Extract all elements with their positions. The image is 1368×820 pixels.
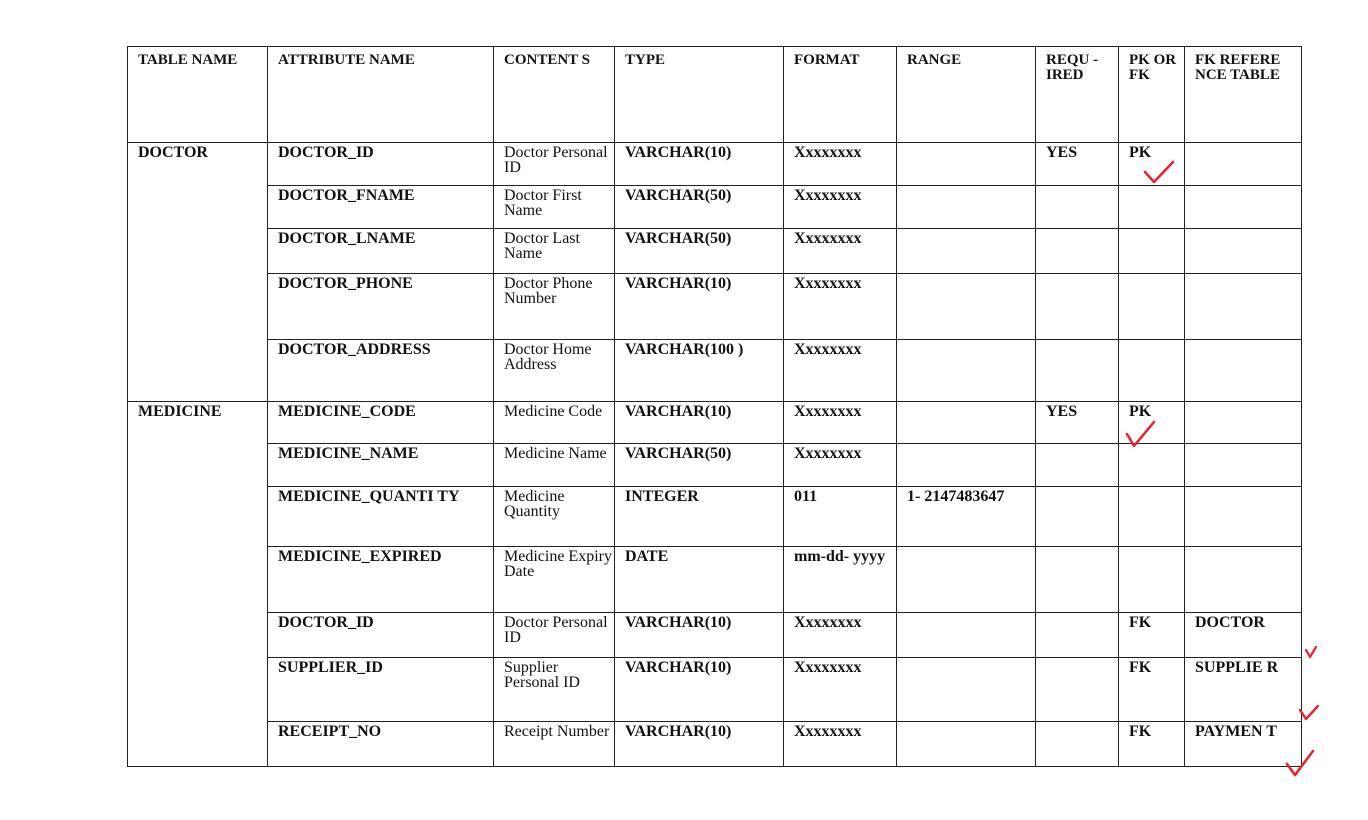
range-cell xyxy=(897,229,1036,274)
range-cell xyxy=(897,186,1036,229)
type-cell: VARCHAR(10) xyxy=(615,613,784,658)
key-cell: FK xyxy=(1119,613,1185,658)
key-cell: PK xyxy=(1119,402,1185,444)
key-cell xyxy=(1119,229,1185,274)
ref-cell xyxy=(1185,340,1302,402)
format-cell: Xxxxxxxx xyxy=(784,658,897,722)
key-cell xyxy=(1119,444,1185,487)
type-cell: VARCHAR(10) xyxy=(615,658,784,722)
contents-cell: Medicine Expiry Date xyxy=(494,547,615,613)
type-cell: VARCHAR(10) xyxy=(615,722,784,767)
header-required: REQU - IRED xyxy=(1036,47,1119,143)
key-cell xyxy=(1119,340,1185,402)
attribute-cell: DOCTOR_PHONE xyxy=(268,274,494,340)
attribute-cell: MEDICINE_CODE xyxy=(268,402,494,444)
header-contents: CONTENT S xyxy=(494,47,615,143)
range-cell xyxy=(897,143,1036,186)
format-cell: 011 xyxy=(784,487,897,547)
range-cell xyxy=(897,613,1036,658)
key-cell xyxy=(1119,186,1185,229)
ref-cell xyxy=(1185,143,1302,186)
checkmark-icon xyxy=(1298,700,1320,722)
required-cell xyxy=(1036,658,1119,722)
table-row xyxy=(128,444,1302,487)
type-cell: VARCHAR(100 ) xyxy=(615,340,784,402)
range-cell xyxy=(897,444,1036,487)
table-row xyxy=(128,340,1302,402)
attribute-cell: MEDICINE_NAME xyxy=(268,444,494,487)
table-name-cell: DOCTOR xyxy=(128,143,268,402)
attribute-cell: MEDICINE_QUANTI TY xyxy=(268,487,494,547)
key-cell xyxy=(1119,547,1185,613)
checkmark-icon xyxy=(1124,420,1158,448)
range-cell xyxy=(897,402,1036,444)
header-range: RANGE xyxy=(897,47,1036,143)
table-row xyxy=(128,186,1302,229)
format-cell: Xxxxxxxx xyxy=(784,186,897,229)
required-cell: YES xyxy=(1036,402,1119,444)
format-cell: Xxxxxxxx xyxy=(784,274,897,340)
table-name-cell: MEDICINE xyxy=(128,402,268,767)
header-pk-or-fk: PK OR FK xyxy=(1119,47,1185,143)
table-row xyxy=(128,722,1302,767)
type-cell: VARCHAR(10) xyxy=(615,274,784,340)
attribute-cell: MEDICINE_EXPIRED xyxy=(268,547,494,613)
attribute-cell: DOCTOR_ID xyxy=(268,143,494,186)
format-cell: mm-dd- yyyy xyxy=(784,547,897,613)
attribute-cell: DOCTOR_ADDRESS xyxy=(268,340,494,402)
attribute-cell: SUPPLIER_ID xyxy=(268,658,494,722)
type-cell: VARCHAR(10) xyxy=(615,143,784,186)
ref-cell xyxy=(1185,186,1302,229)
table-row xyxy=(128,487,1302,547)
ref-cell xyxy=(1185,444,1302,487)
required-cell xyxy=(1036,340,1119,402)
key-cell: FK xyxy=(1119,658,1185,722)
table-row xyxy=(128,547,1302,613)
ref-cell: SUPPLIE R xyxy=(1185,658,1302,722)
range-cell xyxy=(897,658,1036,722)
format-cell: Xxxxxxxx xyxy=(784,143,897,186)
required-cell xyxy=(1036,722,1119,767)
ref-cell xyxy=(1185,402,1302,444)
attribute-cell: DOCTOR_FNAME xyxy=(268,186,494,229)
checkmark-icon xyxy=(1142,158,1176,186)
type-cell: VARCHAR(50) xyxy=(615,186,784,229)
key-cell xyxy=(1119,487,1185,547)
ref-cell xyxy=(1185,229,1302,274)
contents-cell: Doctor Phone Number xyxy=(494,274,615,340)
table-row xyxy=(128,229,1302,274)
contents-cell: Medicine Name xyxy=(494,444,615,487)
type-cell: INTEGER xyxy=(615,487,784,547)
attribute-cell: DOCTOR_LNAME xyxy=(268,229,494,274)
header-table-name: TABLE NAME xyxy=(128,47,268,143)
table-row xyxy=(128,143,1302,186)
format-cell: Xxxxxxxx xyxy=(784,722,897,767)
key-cell: FK xyxy=(1119,722,1185,767)
table-row xyxy=(128,613,1302,658)
contents-cell: Medicine Quantity xyxy=(494,487,615,547)
contents-cell: Doctor Personal ID xyxy=(494,613,615,658)
header-format: FORMAT xyxy=(784,47,897,143)
format-cell: Xxxxxxxx xyxy=(784,229,897,274)
contents-cell: Doctor Personal ID xyxy=(494,143,615,186)
range-cell: 1- 2147483647 xyxy=(897,487,1036,547)
table-row xyxy=(128,658,1302,722)
type-cell: VARCHAR(50) xyxy=(615,444,784,487)
required-cell xyxy=(1036,613,1119,658)
header-attribute-name: ATTRIBUTE NAME xyxy=(268,47,494,143)
range-cell xyxy=(897,340,1036,402)
format-cell: Xxxxxxxx xyxy=(784,402,897,444)
required-cell xyxy=(1036,547,1119,613)
checkmark-icon xyxy=(1304,644,1318,660)
type-cell: VARCHAR(50) xyxy=(615,229,784,274)
required-cell xyxy=(1036,186,1119,229)
key-cell: PK xyxy=(1119,143,1185,186)
data-dictionary-table xyxy=(127,46,1302,767)
format-cell: Xxxxxxxx xyxy=(784,340,897,402)
ref-cell xyxy=(1185,487,1302,547)
required-cell xyxy=(1036,274,1119,340)
attribute-cell: DOCTOR_ID xyxy=(268,613,494,658)
range-cell xyxy=(897,722,1036,767)
attribute-cell: RECEIPT_NO xyxy=(268,722,494,767)
ref-cell xyxy=(1185,274,1302,340)
contents-cell: Doctor First Name xyxy=(494,186,615,229)
format-cell: Xxxxxxxx xyxy=(784,444,897,487)
required-cell xyxy=(1036,487,1119,547)
ref-cell: PAYMEN T xyxy=(1185,722,1302,767)
header-type: TYPE xyxy=(615,47,784,143)
contents-cell: Doctor Home Address xyxy=(494,340,615,402)
ref-cell xyxy=(1185,547,1302,613)
range-cell xyxy=(897,547,1036,613)
range-cell xyxy=(897,274,1036,340)
header-row xyxy=(128,47,1302,143)
required-cell: YES xyxy=(1036,143,1119,186)
type-cell: VARCHAR(10) xyxy=(615,402,784,444)
contents-cell: Receipt Number xyxy=(494,722,615,767)
checkmark-icon xyxy=(1284,748,1316,778)
header-fk-reference-table: FK REFERE NCE TABLE xyxy=(1185,47,1302,143)
contents-cell: Supplier Personal ID xyxy=(494,658,615,722)
required-cell xyxy=(1036,229,1119,274)
ref-cell: DOCTOR xyxy=(1185,613,1302,658)
table-row xyxy=(128,274,1302,340)
key-cell xyxy=(1119,274,1185,340)
format-cell: Xxxxxxxx xyxy=(784,613,897,658)
required-cell xyxy=(1036,444,1119,487)
contents-cell: Medicine Code xyxy=(494,402,615,444)
contents-cell: Doctor Last Name xyxy=(494,229,615,274)
type-cell: DATE xyxy=(615,547,784,613)
